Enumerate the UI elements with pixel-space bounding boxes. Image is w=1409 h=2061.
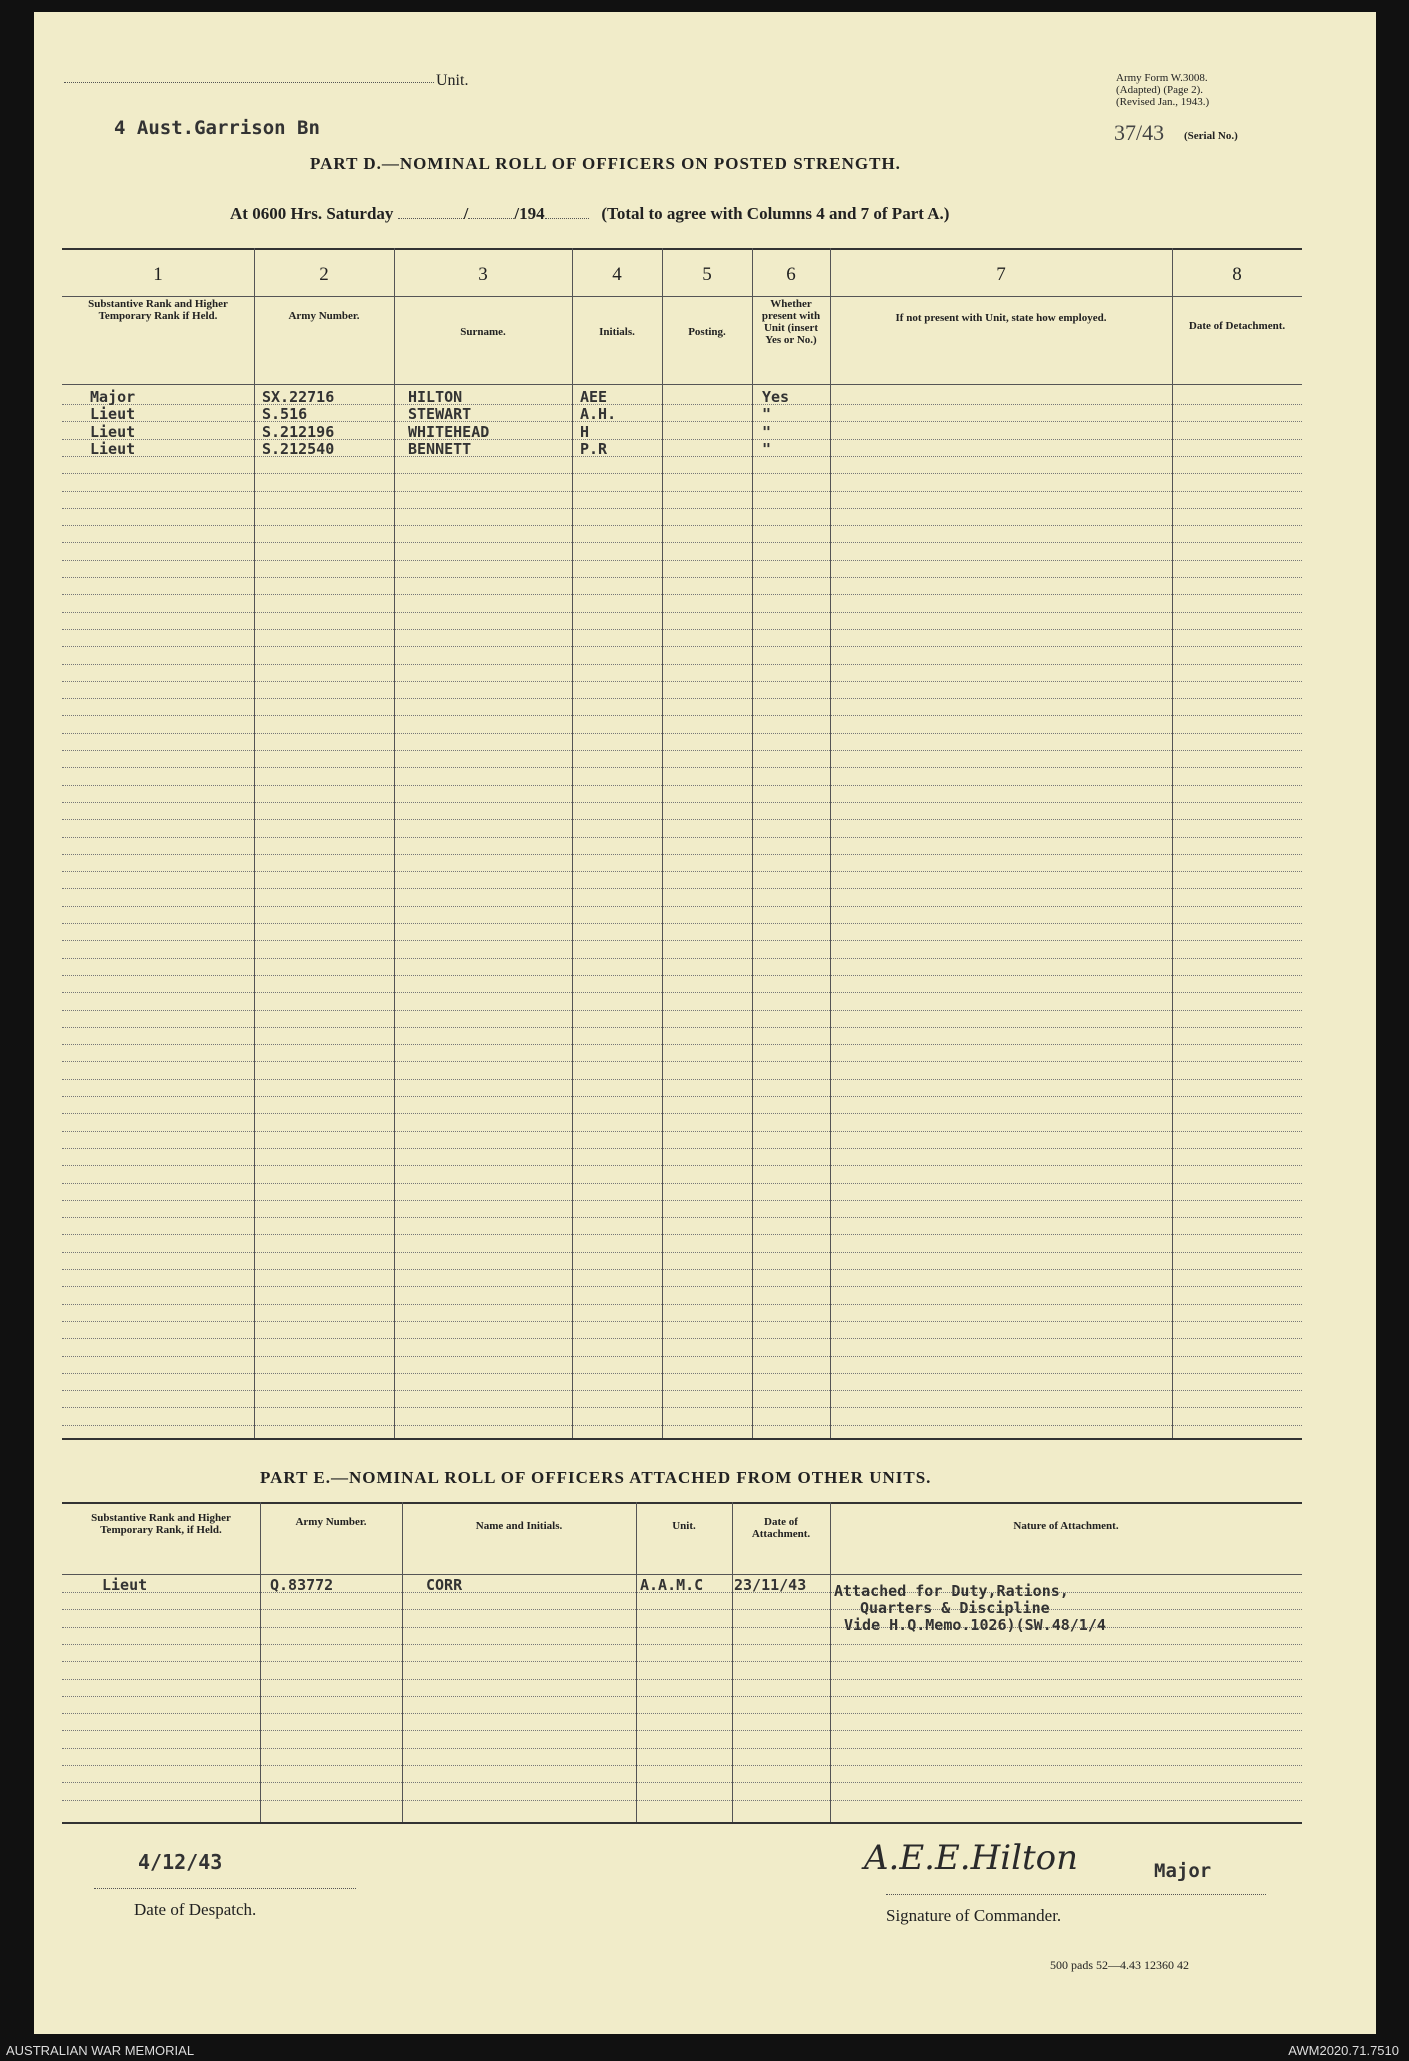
part-d-cell-present: " [762, 439, 772, 458]
part-d-ruled-line [62, 594, 1302, 595]
part-d-ruled-line [62, 1183, 1302, 1184]
part-d-cell-surname: BENNETT [408, 439, 472, 458]
commander-line [886, 1894, 1266, 1895]
part-d-ruled-line [62, 992, 1302, 993]
part-d-col-number: 5 [702, 264, 712, 285]
part-d-ruled-line [62, 439, 1302, 440]
part-d-ruled-line [62, 854, 1302, 855]
part-e-cell-unit: A.A.M.C [640, 1576, 704, 1594]
part-d-col-divider [752, 248, 753, 1438]
serial-label: (Serial No.) [1184, 130, 1238, 142]
part-e-ruled-line [62, 1730, 1302, 1731]
part-d-col-header: Substantive Rank and Higher Temporary Rank if Held. [88, 298, 228, 322]
part-e-cell-nature: Quarters & Discipline [860, 1599, 1050, 1617]
part-d-ruled-line [62, 473, 1302, 474]
part-e-bottom-rule [62, 1822, 1302, 1824]
part-e-ruled-line [62, 1748, 1302, 1749]
at-prefix: At 0600 Hrs. Saturday [230, 204, 394, 223]
part-e-ruled-line [62, 1679, 1302, 1680]
part-e-ruled-line [62, 1627, 1302, 1628]
part-d-cell-present: " [762, 405, 772, 424]
part-d-ruled-line [62, 491, 1302, 492]
part-d-ruled-line [62, 940, 1302, 941]
part-d-col-header: Whether present with Unit (insert Yes or No.) [761, 298, 821, 346]
part-d-ruled-line [62, 767, 1302, 768]
part-e-ruled-line [62, 1782, 1302, 1783]
part-e-title: PART E.—NOMINAL ROLL OF OFFICERS ATTACHED FROM OTHER UNITS. [260, 1468, 932, 1487]
part-e-col-header: Nature of Attachment. [1013, 1520, 1119, 1532]
part-d-ruled-line [62, 629, 1302, 630]
slash: / [463, 204, 469, 223]
part-d-ruled-line [62, 802, 1302, 803]
part-d-ruled-line [62, 871, 1302, 872]
part-d-cell-rank: Lieut [90, 422, 136, 441]
part-d-ruled-line [62, 1338, 1302, 1339]
part-d-ruled-line [62, 1200, 1302, 1201]
part-d-ruled-line [62, 525, 1302, 526]
part-e-cell-name: CORR [426, 1576, 463, 1594]
part-d-ruled-line [62, 508, 1302, 509]
part-d-col-number: 7 [996, 264, 1006, 285]
part-d-table [62, 248, 1302, 1438]
part-e-ruled-line [62, 1644, 1302, 1645]
year-prefix: /194 [514, 204, 545, 223]
part-d-col-header: If not present with Unit, state how employed. [895, 312, 1107, 324]
part-d-col-number: 6 [786, 264, 796, 285]
part-e-cell-nature: Vide H.Q.Memo.1026)(SW.48/1/4 [844, 1616, 1106, 1634]
part-d-ruled-line [62, 698, 1302, 699]
archive-id: AWM2020.71.7510 [1288, 2043, 1399, 2058]
part-e-ruled-line [62, 1765, 1302, 1766]
part-d-cell-present: " [762, 422, 772, 441]
part-d-col-header: Date of Detachment. [1188, 320, 1286, 332]
part-e-ruled-line [62, 1661, 1302, 1662]
part-d-ruled-line [62, 906, 1302, 907]
part-d-ruled-line [62, 975, 1302, 976]
part-d-cell-number: S.516 [262, 405, 308, 424]
part-d-ruled-line [62, 1304, 1302, 1305]
part-d-ruled-line [62, 1044, 1302, 1045]
archive-name: AUSTRALIAN WAR MEMORIAL [6, 2043, 195, 2058]
serial-value: 37/43 [1114, 120, 1165, 145]
despatch-label: Date of Despatch. [134, 1900, 257, 1919]
part-d-title: PART D.—NOMINAL ROLL OF OFFICERS ON POSTED STRENGTH. [310, 154, 901, 173]
part-d-col-number: 8 [1232, 264, 1242, 285]
part-d-ruled-line [62, 1217, 1302, 1218]
part-d-number-rule [62, 296, 1302, 297]
part-d-ruled-line [62, 664, 1302, 665]
part-d-ruled-line [62, 1027, 1302, 1028]
part-d-ruled-line [62, 646, 1302, 647]
form-adapted: (Adapted) (Page 2). [1116, 84, 1204, 96]
part-e-cell-number: Q.83772 [270, 1576, 334, 1594]
part-d-ruled-line [62, 1286, 1302, 1287]
part-d-ruled-line [62, 612, 1302, 613]
commander-rank: Major [1154, 1860, 1212, 1882]
part-d-cell-present: Yes [762, 388, 790, 406]
part-d-ruled-line [62, 1096, 1302, 1097]
part-d-cell-rank: Lieut [90, 405, 136, 424]
unit-value: 4 Aust.Garrison Bn [114, 117, 320, 139]
part-d-col-number: 2 [319, 264, 329, 285]
part-d-ruled-line [62, 1407, 1302, 1408]
part-d-ruled-line [62, 681, 1302, 682]
part-d-col-header: Initials. [599, 326, 635, 338]
part-e-ruled-line [62, 1800, 1302, 1801]
part-e-header-rule [62, 1574, 1302, 1575]
commander-signature: A.E.E.Hilton [864, 1838, 1079, 1878]
total-note: (Total to agree with Columns 4 and 7 of Part A.) [601, 204, 950, 223]
part-d-top-rule [62, 248, 1302, 250]
part-d-ruled-line [62, 837, 1302, 838]
part-d-cell-number: S.212196 [262, 422, 335, 441]
part-d-ruled-line [62, 577, 1302, 578]
part-d-col-divider [830, 248, 831, 1438]
printer-note: 500 pads 52—4.43 12360 42 [1050, 1958, 1189, 1972]
part-d-ruled-line [62, 1425, 1302, 1426]
part-d-cell-number: S.212540 [262, 439, 335, 458]
part-d-ruled-line [62, 456, 1302, 457]
part-d-ruled-line [62, 1131, 1302, 1132]
part-e-col-header: Date of Attachment. [751, 1516, 811, 1540]
unit-dotted-line [64, 82, 434, 83]
part-d-ruled-line [62, 1148, 1302, 1149]
part-d-ruled-line [62, 923, 1302, 924]
part-d-ruled-line [62, 733, 1302, 734]
despatch-line [94, 1888, 356, 1889]
part-d-ruled-line [62, 785, 1302, 786]
part-d-cell-rank: Major [90, 388, 136, 406]
part-d-ruled-line [62, 421, 1302, 422]
part-e-cell-rank: Lieut [102, 1576, 148, 1594]
part-d-ruled-line [62, 1321, 1302, 1322]
part-d-ruled-line [62, 888, 1302, 889]
part-e-col-header: Unit. [672, 1520, 696, 1532]
part-e-top-rule [62, 1502, 1302, 1504]
part-d-header-rule [62, 384, 1302, 385]
part-d-cell-initials: H [580, 422, 590, 441]
part-d-cell-surname: HILTON [408, 388, 463, 406]
part-d-col-divider [572, 248, 573, 1438]
form-paper [34, 12, 1376, 2034]
part-d-ruled-line [62, 1390, 1302, 1391]
part-e-ruled-line [62, 1713, 1302, 1714]
archive-footer [0, 2040, 1409, 2061]
at-time-line [230, 204, 949, 224]
part-d-ruled-line [62, 1373, 1302, 1374]
part-e-cell-nature: Attached for Duty,Rations, [834, 1582, 1069, 1600]
despatch-date: 4/12/43 [138, 1850, 223, 1874]
part-d-cell-surname: STEWART [408, 405, 472, 424]
part-d-ruled-line [62, 1356, 1302, 1357]
part-d-ruled-line [62, 819, 1302, 820]
unit-label: Unit. [436, 72, 469, 89]
part-d-ruled-line [62, 542, 1302, 543]
part-d-cell-surname: WHITEHEAD [408, 422, 490, 441]
part-d-ruled-line [62, 1234, 1302, 1235]
part-e-ruled-line [62, 1696, 1302, 1697]
part-d-ruled-line [62, 1113, 1302, 1114]
part-d-cell-initials: AEE [580, 388, 608, 406]
form-revised: (Revised Jan., 1943.) [1116, 96, 1210, 108]
part-d-col-header: Army Number. [288, 310, 360, 322]
part-d-ruled-line [62, 750, 1302, 751]
part-d-bottom-rule [62, 1438, 1302, 1440]
part-d-col-number: 1 [153, 264, 163, 285]
part-d-ruled-line [62, 1079, 1302, 1080]
part-e-cell-date: 23/11/43 [734, 1576, 807, 1594]
part-d-col-divider [254, 248, 255, 1438]
part-d-ruled-line [62, 404, 1302, 405]
part-d-col-header: Posting. [688, 326, 726, 338]
part-d-col-divider [394, 248, 395, 1438]
part-d-ruled-line [62, 958, 1302, 959]
part-d-cell-number: SX.22716 [262, 388, 335, 406]
form-number: Army Form W.3008. [1116, 72, 1208, 84]
part-e-col-header: Army Number. [295, 1516, 367, 1528]
part-d-ruled-line [62, 560, 1302, 561]
part-d-col-header: Surname. [460, 326, 506, 338]
part-e-table [62, 1502, 1302, 1822]
part-d-ruled-line [62, 1269, 1302, 1270]
part-d-cell-rank: Lieut [90, 439, 136, 458]
part-d-col-divider [1172, 248, 1173, 1438]
part-d-ruled-line [62, 1165, 1302, 1166]
part-d-ruled-line [62, 715, 1302, 716]
commander-label: Signature of Commander. [886, 1906, 1062, 1925]
part-d-ruled-line [62, 1061, 1302, 1062]
part-e-col-header: Substantive Rank and Higher Temporary Rank, if Held. [91, 1512, 231, 1536]
part-d-ruled-line [62, 1010, 1302, 1011]
part-d-cell-initials: P.R [580, 439, 608, 458]
part-d-col-number: 3 [478, 264, 488, 285]
part-d-cell-initials: A.H. [580, 405, 617, 424]
part-e-col-header: Name and Initials. [475, 1520, 563, 1532]
part-e-ruled-line [62, 1609, 1302, 1610]
part-d-col-number: 4 [612, 264, 622, 285]
part-d-ruled-line [62, 1252, 1302, 1253]
part-d-col-divider [662, 248, 663, 1438]
